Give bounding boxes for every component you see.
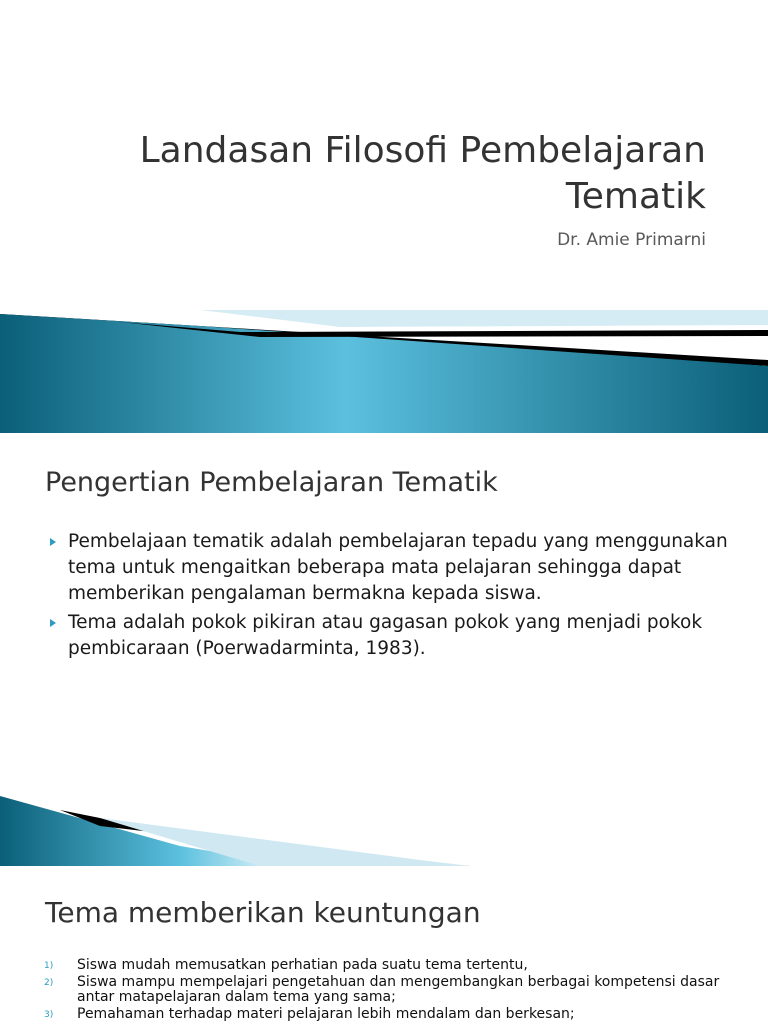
decorative-banner [0, 310, 768, 433]
author-name: Dr. Amie Primarni [557, 230, 706, 250]
numbered-list [44, 958, 734, 1024]
slide-title [0, 0, 768, 433]
bullet-item [48, 529, 728, 607]
list-item [44, 1007, 734, 1022]
list-number: 3) [44, 1010, 54, 1020]
list-item [44, 958, 734, 973]
triangle-bullet-icon [50, 538, 56, 546]
list-item-text: Pemahaman terhadap materi pelajaran lebih mendalam dan berkesan; [77, 1006, 575, 1022]
slide-definition [0, 433, 768, 866]
list-number: 2) [44, 978, 54, 988]
slide-heading: Tema memberikan keuntungan [45, 896, 481, 929]
list-item-text: Siswa mudah memusatkan perhatian pada suatu tema tertentu, [77, 957, 528, 973]
list-number: 1) [44, 961, 54, 971]
bullet-text: Pembelajaan tematik adalah pembelajaran tepadu yang menggunakan tema untuk mengaitkan beberapa mata pelajaran sehingga dapat memberikan pengalaman bermakna kepada siswa. [68, 531, 728, 604]
presentation-title: Landasan Filosofi Pembelajaran Tematik [139, 130, 706, 217]
decorative-banner [0, 788, 768, 866]
slide-benefits [0, 866, 768, 1024]
slide-heading: Pengertian Pembelajaran Tematik [45, 467, 498, 498]
list-item-text: Siswa mampu mempelajari pengetahuan dan mengembangkan berbagai kompetensi dasar antar matapelajaran dalam tema yang sama; [77, 974, 720, 1005]
bullet-list [48, 529, 728, 665]
banner-light-stripe [200, 310, 768, 327]
bullet-text: Tema adalah pokok pikiran atau gagasan pokok yang menjadi pokok pembicaraan (Poerwadarminta, 1983). [68, 612, 703, 659]
bullet-item [48, 610, 728, 662]
triangle-bullet-icon [50, 619, 56, 627]
list-item [44, 975, 734, 1005]
